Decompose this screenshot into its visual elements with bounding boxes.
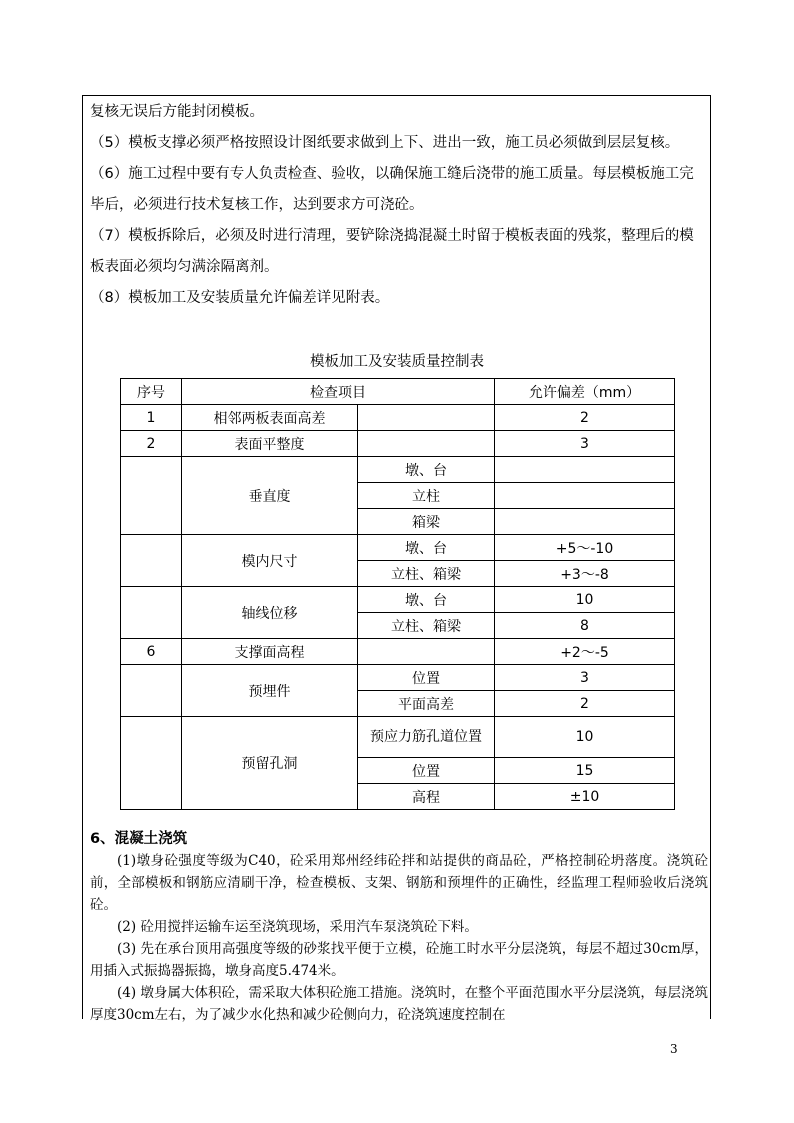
row-subitem: 墩、台	[358, 457, 495, 483]
table-header-row	[121, 379, 675, 405]
intro-text	[90, 97, 708, 314]
intro-paragraph: （5）模板支撑必须严格按照设计图纸要求做到上下、进出一致，施工员必须做到层层复核。	[90, 135, 680, 151]
table-row	[121, 535, 675, 561]
row-subitem	[358, 639, 495, 665]
row-item: 模内尺寸	[182, 535, 358, 587]
row-subitem: 高程	[358, 784, 495, 810]
header-tolerance: 允许偏差（mm）	[495, 379, 675, 405]
row-tolerance	[495, 457, 675, 483]
row-tolerance	[495, 509, 675, 535]
table-row	[121, 717, 675, 758]
row-no: 1	[121, 405, 182, 431]
row-subitem: 箱梁	[358, 509, 495, 535]
row-subitem: 墩、台	[358, 587, 495, 613]
section-paragraph: (3) 先在承台顶用高强度等级的砂浆找平便于立模，砼施工时水平分层浇筑，每层不超过30cm厚，用插入式振捣器振捣，墩身高度5.474米。	[90, 941, 708, 979]
row-no: 2	[121, 431, 182, 457]
row-tolerance: 15	[495, 758, 675, 784]
row-tolerance: 2	[495, 405, 675, 431]
row-item: 表面平整度	[182, 431, 358, 457]
row-subitem: 预应力筋孔道位置	[358, 717, 495, 758]
row-tolerance: 3	[495, 665, 675, 691]
row-no	[121, 665, 182, 717]
row-subitem	[358, 431, 495, 457]
row-item: 轴线位移	[182, 587, 358, 639]
row-item: 垂直度	[182, 457, 358, 535]
row-item: 预留孔洞	[182, 717, 358, 810]
row-subitem: 位置	[358, 758, 495, 784]
intro-paragraph: 复核无误后方能封闭模板。	[90, 104, 264, 120]
row-subitem: 平面高差	[358, 691, 495, 717]
table-row	[121, 405, 675, 431]
intro-paragraph: （8）模板加工及安装质量允许偏差详见附表。	[90, 290, 390, 306]
row-item: 支撑面高程	[182, 639, 358, 665]
row-tolerance	[495, 483, 675, 509]
row-item: 相邻两板表面高差	[182, 405, 358, 431]
section-paragraph: (4) 墩身属大体积砼，需采取大体积砼施工措施。浇筑时，在整个平面范围水平分层浇筑，每层浇筑厚度30cm左右，为了减少水化热和减少砼侧向力，砼浇筑速度控制在	[90, 985, 708, 1023]
row-tolerance: +3～-8	[495, 561, 675, 587]
row-tolerance: 10	[495, 717, 675, 758]
table-row	[121, 431, 675, 457]
row-tolerance: 10	[495, 587, 675, 613]
row-subitem: 立柱、箱梁	[358, 613, 495, 639]
table-row	[121, 639, 675, 665]
table-row	[121, 665, 675, 691]
table-caption: 模板加工及安装质量控制表	[310, 354, 484, 370]
row-no	[121, 717, 182, 810]
row-subitem: 墩、台	[358, 535, 495, 561]
row-subitem	[358, 405, 495, 431]
quality-control-table	[120, 378, 675, 810]
row-no	[121, 587, 182, 639]
table-row	[121, 457, 675, 483]
row-tolerance: 2	[495, 691, 675, 717]
row-subitem: 立柱	[358, 483, 495, 509]
section-paragraph: (1)墩身砼强度等级为C40，砼采用郑州经纬砼拌和站提供的商品砼，严格控制砼坍落度。浇筑砼前，全部模板和钢筋应清刷干净，检查模板、支架、钢筋和预埋件的正确性，经监理工程师验收后浇筑砼。	[90, 853, 708, 913]
row-item: 预埋件	[182, 665, 358, 717]
header-item: 检查项目	[182, 379, 495, 405]
row-tolerance: +2～-5	[495, 639, 675, 665]
row-tolerance: ±10	[495, 784, 675, 810]
section-paragraph: (2) 砼用搅拌运输车运至浇筑现场，采用汽车泵浇筑砼下料。	[117, 919, 478, 935]
row-no	[121, 457, 182, 535]
page-number: 3	[670, 1042, 678, 1056]
row-tolerance: 3	[495, 431, 675, 457]
section-body	[90, 850, 708, 1026]
intro-paragraph: （6）施工过程中要有专人负责检查、验收，以确保施工缝后浇带的施工质量。每层模板施工完毕后，必须进行技术复核工作，达到要求方可浇砼。	[90, 166, 694, 213]
header-no: 序号	[121, 379, 182, 405]
row-tolerance: 8	[495, 613, 675, 639]
table-row	[121, 587, 675, 613]
row-no: 6	[121, 639, 182, 665]
section-title: 6、混凝土浇筑	[90, 831, 188, 847]
row-subitem: 位置	[358, 665, 495, 691]
row-subitem: 立柱、箱梁	[358, 561, 495, 587]
row-no	[121, 535, 182, 587]
row-tolerance: +5～-10	[495, 535, 675, 561]
intro-paragraph: （7）模板拆除后，必须及时进行清理，要铲除浇捣混凝土时留于模板表面的残浆，整理后的模板表面必须均匀满涂隔离剂。	[90, 228, 694, 275]
